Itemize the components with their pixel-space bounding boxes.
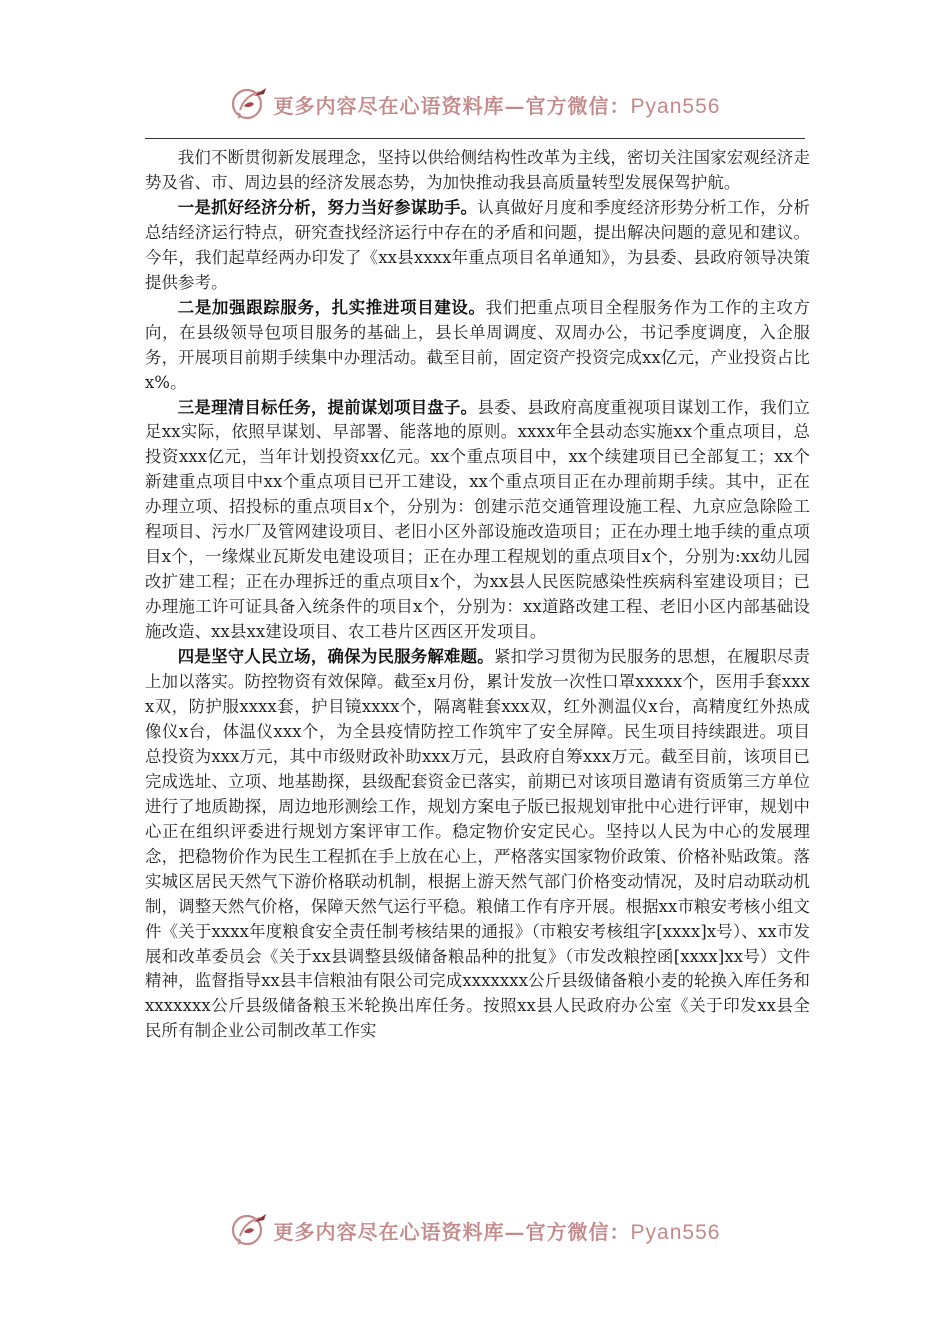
paragraph-intro [145, 146, 810, 196]
watermark-text: 更多内容尽在心语资料库—官方微信：Pyan556 [273, 1219, 721, 1244]
header-divider [145, 138, 805, 139]
footer-watermark [0, 1208, 950, 1252]
wechat-id: Pyan556 [630, 94, 721, 118]
paragraph-lead: 一是抓好经济分析，努力当好参谋助手。 [177, 197, 478, 217]
paragraph-people-service [145, 645, 810, 1044]
paragraph-text: 紧扣学习贯彻为民服务的思想，在履职尽责上加以落实。防控物资有效保障。截至x月份，累计发放一次性口罩xxxxx个，医用手套xxxx双，防护服xxxx套，护目镜xxxx个，隔离鞋套xxx双，红外测温仪x台，高精度红外热成像仪x台，体温仪xxx个，为全县疫情防控工作筑牢了安全屏障。民生项目持续跟进。项目总投资为xxx万元，其中市级财政补助xxx万元，县政府自筹xxx万元。截至目前，该项目已完成选址、立项、地基勘探，县级配套资金已落实，前期已对该项目邀请有资质第三方单位进行了地质勘探，周边地形测绘工作，规划方案电子版已报规划审批中心进行评审，规划中心正在组织评委进行规划方案评审工作。稳定物价安定民心。坚持以人民为中心的发展理念，把稳物价作为民生工程抓在手上放在心上，严格落实国家物价政策、价格补贴政策。落实城区居民天然气下游价格联动机制，根据上游天然气部门价格变动情况，及时启动联动机制，调整天然气价格，保障天然气运行平稳。粮储工作有序开展。根据xx市粮安考核小组文件《关于xxxx年度粮食安全责任制考核结果的通报》（市粮安考核组字[xxxx]x号）、xx市发展和改革委员会《关于xx县调整县级储备粮品种的批复》（市发改粮控函[xxxx]xx号）文件精神，监督指导xx县丰信粮油有限公司完成xxxxxxx公斤县级储备粮小麦的轮换入库任务和xxxxxxx公斤县级储备粮玉米轮换出库任务。按照xx县人民政府办公室《关于印发xx县全民所有制企业公司制改革工作实 [145, 647, 810, 1041]
paragraph-lead: 四是坚守人民立场，确保为民服务解难题。 [177, 647, 494, 667]
paragraph-project-planning [145, 396, 810, 646]
paragraph-economic-analysis [145, 196, 810, 296]
paragraph-lead: 二是加强跟踪服务，扎实推进项目建设。 [177, 297, 486, 317]
rose-pen-logo-icon [230, 86, 270, 122]
paragraph-text: 我们不断贯彻新发展理念，坚持以供给侧结构性改革为主线，密切关注国家宏观经济走势及省、市、周边县的经济发展态势，为加快推动我县高质量转型发展保驾护航。 [145, 148, 810, 192]
paragraph-text: 我们把重点项目全程服务作为工作的主攻方向，在县级领导包项目服务的基础上，县长单周调度、双周办公，书记季度调度，入企服务，开展项目前期手续集中办理活动。截至目前，固定资产投资完成xx亿元，产业投资占比x%。 [145, 297, 810, 392]
paragraph-project-service [145, 296, 810, 396]
paragraph-lead: 三是理清目标任务，提前谋划项目盘子。 [177, 397, 478, 417]
watermark-text: 更多内容尽在心语资料库—官方微信：Pyan556 [273, 93, 721, 118]
paragraph-text: 县委、县政府高度重视项目谋划工作，我们立足xx实际，依照早谋划、早部署、能落地的原则。xxxx年全县动态实施xx个重点项目，总投资xxx亿元，当年计划投资xx亿元。xx个重点项目中，xx个续建项目已全部复工；xx个新建重点项目中xx个重点项目已开工建设，xx个重点项目正在办理前期手续。其中，正在办理立项、招投标的重点项目x个，分别为：创建示范交通管理设施工程、九京应急除险工程项目、污水厂及管网建设项目、老旧小区外部设施改造项目；正在办理土地手续的重点项目x个，一缘煤业瓦斯发电建设项目；正在办理工程规划的重点项目x个，分别为:xx幼儿园改扩建工程；正在办理拆迁的重点项目x个，为xx县人民医院感染性疾病科室建设项目；已办理施工许可证具备入统条件的项目x个，分别为：xx道路改建工程、老旧小区内部基础设施改造、xx县xx建设项目、农工巷片区西区开发项目。 [145, 397, 811, 642]
wechat-id: Pyan556 [630, 1220, 721, 1244]
rose-pen-logo-icon [230, 1212, 270, 1248]
paragraph-text: 认真做好月度和季度经济形势分析工作，分析总结经济运行特点，研究查找经济运行中存在的矛盾和问题，提出解决问题的意见和建议。今年，我们起草经两办印发了《xx县xxxx年重点项目名单通知》，为县委、县政府领导决策提供参考。 [145, 197, 811, 292]
header-watermark [0, 82, 950, 126]
document-body [145, 146, 810, 1044]
